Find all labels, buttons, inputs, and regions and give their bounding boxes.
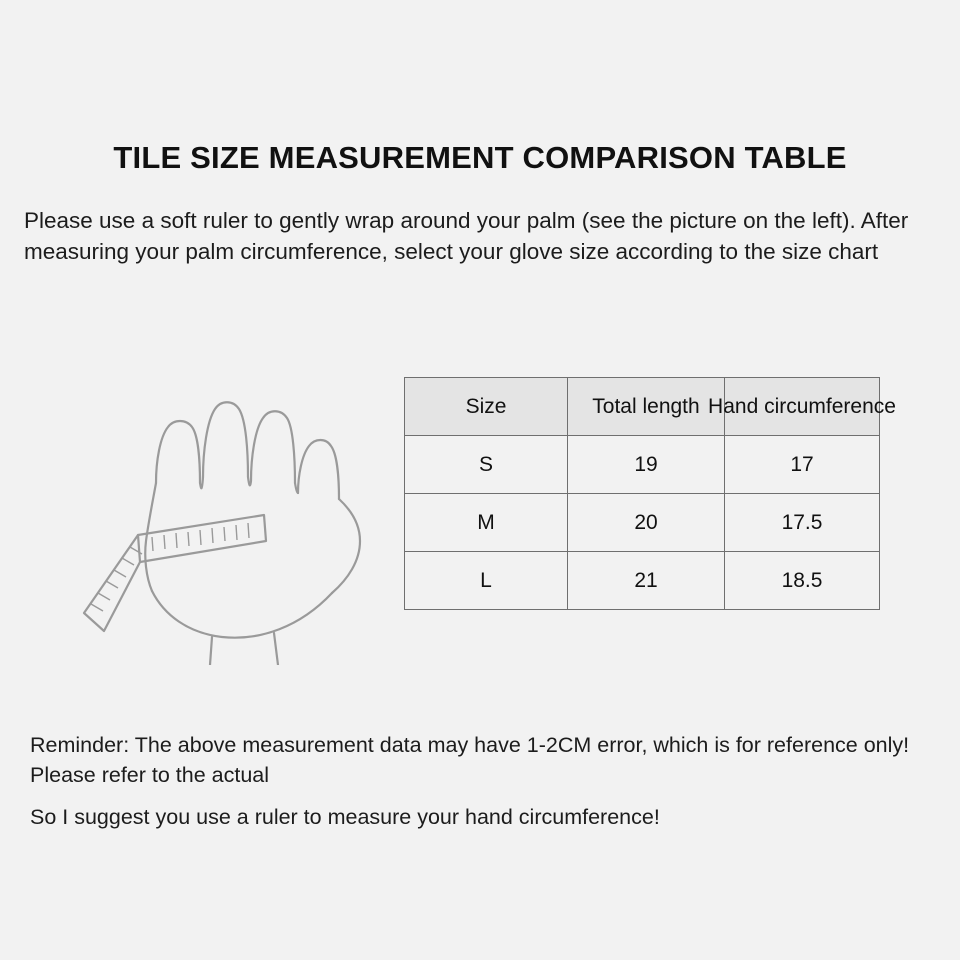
reminder-line-2: So I suggest you use a ruler to measure your hand circumference! xyxy=(30,805,660,829)
table-row xyxy=(405,494,880,552)
cell-hand-circumference: 18.5 xyxy=(725,552,880,610)
cell-size: M xyxy=(405,494,568,552)
page-title: TILE SIZE MEASUREMENT COMPARISON TABLE xyxy=(113,140,847,175)
intro-paragraph: Please use a soft ruler to gently wrap around your palm (see the picture on the left). After measuring your palm circumference, select your glove size according to the size chart xyxy=(24,208,909,264)
cell-total-length: 20 xyxy=(568,494,725,552)
table-header-hand-circumference xyxy=(708,378,896,436)
table-row xyxy=(405,436,880,494)
table-header-total-length: Total length xyxy=(568,378,725,436)
table-header-hand-circumference-text: Hand circumference xyxy=(708,394,896,418)
reminder-line-1: Reminder: The above measurement data may have 1-2CM error, which is for reference only! Please refer to the actual xyxy=(30,733,910,787)
hand-with-measuring-tape-illustration xyxy=(60,365,380,665)
cell-total-length: 21 xyxy=(568,552,725,610)
reminder-block xyxy=(30,730,930,832)
cell-hand-circumference: 17 xyxy=(725,436,880,494)
table-row xyxy=(405,552,880,610)
cell-hand-circumference: 17.5 xyxy=(725,494,880,552)
cell-total-length: 19 xyxy=(568,436,725,494)
table-header-size: Size xyxy=(405,378,568,436)
cell-size: L xyxy=(405,552,568,610)
cell-size: S xyxy=(405,436,568,494)
table-header-row xyxy=(405,378,880,436)
size-chart-table xyxy=(404,377,896,610)
